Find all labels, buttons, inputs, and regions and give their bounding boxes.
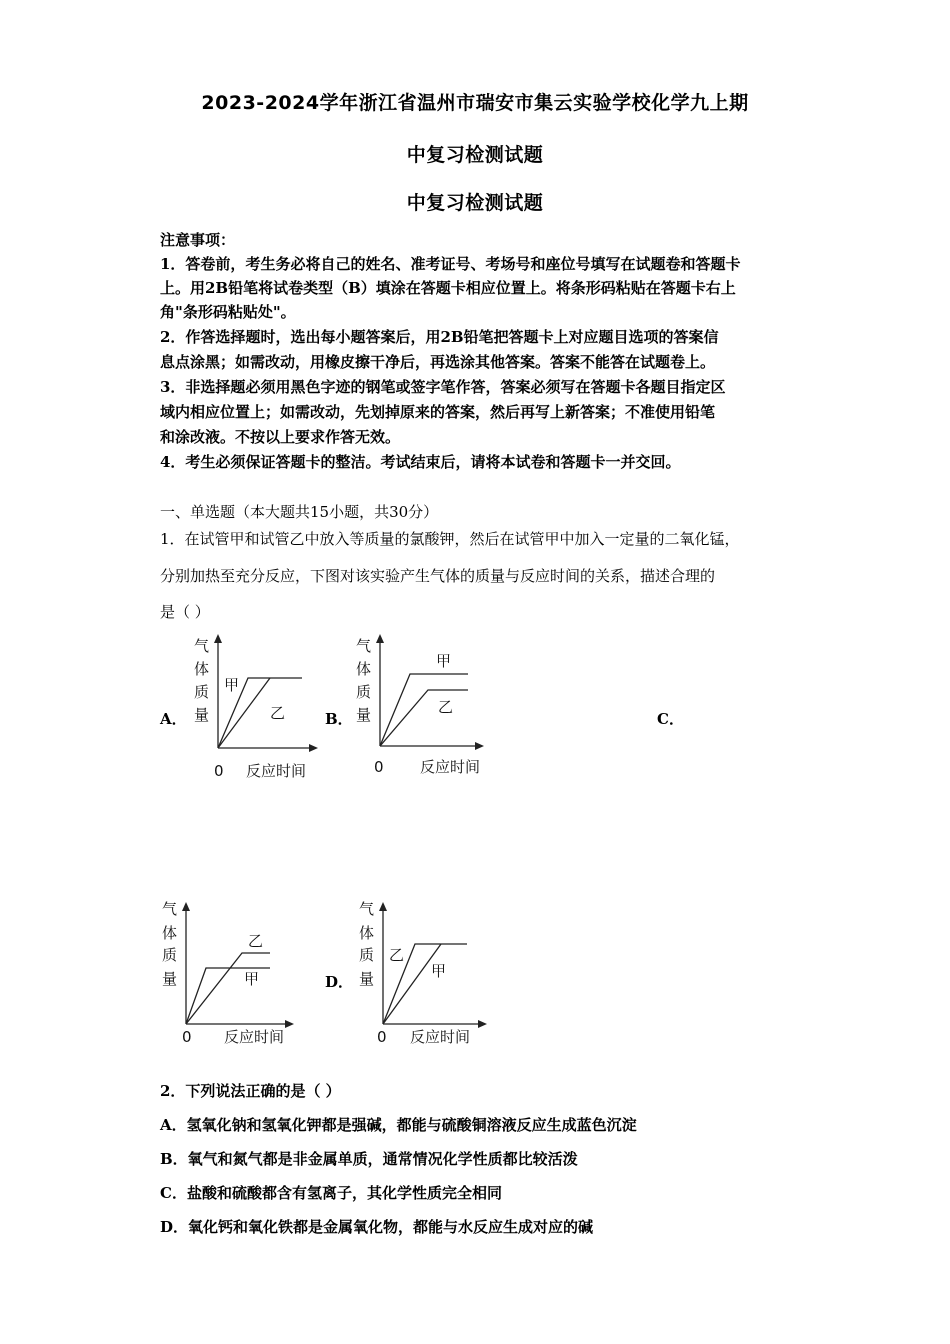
graph-c-origin: 0 bbox=[182, 1028, 192, 1046]
graph-b-ylabel: 体 bbox=[356, 660, 372, 678]
graph-a-label-jia: 甲 bbox=[224, 676, 240, 694]
notice-line: 4．考生必须保证答题卡的整洁。考试结束后，请将本试卷和答题卡一并交回。 bbox=[160, 453, 681, 471]
graph-c-ylabel: 体 bbox=[162, 924, 178, 942]
notice-line: 息点涂黑；如需改动，用橡皮擦干净后，再选涂其他答案。答案不能答在试题卷上。 bbox=[160, 353, 716, 371]
q1-option-c-label: C． bbox=[657, 710, 684, 728]
graph-c-label-yi: 乙 bbox=[248, 932, 264, 950]
q2-option-a: A．氢氧化钠和氢氧化钾都是强碱，都能与硫酸铜溶液反应生成蓝色沉淀 bbox=[160, 1116, 637, 1134]
graph-d-xlabel: 反应时间 bbox=[410, 1028, 471, 1046]
doc-title-line3: 中复习检测试题 bbox=[406, 192, 544, 214]
graph-c bbox=[158, 898, 298, 1048]
q2-option-d: D．氧化钙和氧化铁都是金属氧化物，都能与水反应生成对应的碱 bbox=[160, 1218, 594, 1236]
graph-a-origin: 0 bbox=[214, 762, 224, 780]
q2-option-c: C．盐酸和硫酸都含有氢离子，其化学性质完全相同 bbox=[160, 1184, 502, 1202]
graph-b-line-yi bbox=[380, 690, 468, 746]
graph-a bbox=[190, 632, 330, 782]
graph-d bbox=[355, 898, 495, 1048]
graph-b-label-jia: 甲 bbox=[436, 652, 452, 670]
graph-b-ylabel: 质 bbox=[356, 683, 372, 701]
q2-option-b: B．氧气和氮气都是非金属单质，通常情况化学性质都比较活泼 bbox=[160, 1150, 578, 1168]
graph-b-line-jia bbox=[380, 674, 468, 746]
q1-option-a-label: A． bbox=[160, 710, 187, 728]
notice-line: 和涂改液。不按以上要求作答无效。 bbox=[160, 428, 401, 446]
graph-c-ylabel: 质 bbox=[162, 946, 178, 964]
graph-b-ylabel: 气 bbox=[356, 637, 372, 655]
graph-c-label-jia: 甲 bbox=[244, 970, 260, 988]
q1-stem-line: 1．在试管甲和试管乙中放入等质量的氯酸钾，然后在试管甲中加入一定量的二氧化锰， bbox=[160, 530, 740, 548]
doc-title-line1: 2023-2024学年浙江省温州市瑞安市集云实验学校化学九上期 bbox=[201, 92, 749, 114]
graph-b-xlabel: 反应时间 bbox=[420, 758, 481, 776]
graph-a-ylabel: 质 bbox=[194, 683, 210, 701]
q2-stem: 2．下列说法正确的是（ ） bbox=[160, 1082, 341, 1100]
graph-d-ylabel: 质 bbox=[359, 946, 375, 964]
q1-option-b-label: B． bbox=[325, 710, 353, 728]
graph-a-label-yi: 乙 bbox=[270, 704, 286, 722]
graph-b-label-yi: 乙 bbox=[438, 698, 454, 716]
graph-d-ylabel: 气 bbox=[359, 900, 375, 918]
notice-line: 域内相应位置上；如需改动，先划掉原来的答案，然后再写上新答案；不准使用铅笔 bbox=[160, 403, 716, 421]
graph-b-ylabel: 量 bbox=[356, 706, 372, 724]
q1-stem-line: 分别加热至充分反应，下图对该实验产生气体的质量与反应时间的关系，描述合理的 bbox=[160, 567, 716, 585]
graph-d-ylabel: 量 bbox=[359, 970, 375, 988]
notice-line: 2．作答选择题时，选出每小题答案后，用2B铅笔把答题卡上对应题目选项的答案信 bbox=[160, 328, 719, 346]
graph-d-origin: 0 bbox=[377, 1028, 387, 1046]
notice-heading: 注意事项： bbox=[160, 231, 236, 249]
q1-option-d-label: D． bbox=[325, 973, 354, 991]
graph-c-ylabel: 气 bbox=[162, 900, 178, 918]
graph-a-ylabel: 气 bbox=[194, 637, 210, 655]
doc-title-line2: 中复习检测试题 bbox=[406, 144, 544, 166]
graph-b bbox=[352, 632, 492, 782]
q1-stem-line: 是（ ） bbox=[160, 603, 210, 621]
graph-d-label-jia: 甲 bbox=[431, 962, 447, 980]
notice-line: 3．非选择题必须用黑色字迹的钢笔或签字笔作答，答案必须写在答题卡各题目指定区 bbox=[160, 378, 726, 396]
notice-line: 角"条形码粘贴处"。 bbox=[160, 303, 296, 321]
graph-d-label-yi: 乙 bbox=[389, 946, 405, 964]
graph-a-xlabel: 反应时间 bbox=[246, 762, 307, 780]
graph-d-ylabel: 体 bbox=[359, 924, 375, 942]
graph-c-ylabel: 量 bbox=[162, 970, 178, 988]
section-heading: 一、单选题（本大题共15小题，共30分） bbox=[160, 503, 439, 521]
notice-line: 1．答卷前，考生务必将自己的姓名、准考证号、考场号和座位号填写在试题卷和答题卡 bbox=[160, 255, 741, 273]
graph-b-origin: 0 bbox=[374, 758, 384, 776]
graph-a-ylabel: 量 bbox=[194, 706, 210, 724]
graph-a-ylabel: 体 bbox=[194, 660, 210, 678]
graph-c-xlabel: 反应时间 bbox=[224, 1028, 285, 1046]
notice-line: 上。用2B铅笔将试卷类型（B）填涂在答题卡相应位置上。将条形码粘贴在答题卡右上 bbox=[160, 279, 736, 297]
